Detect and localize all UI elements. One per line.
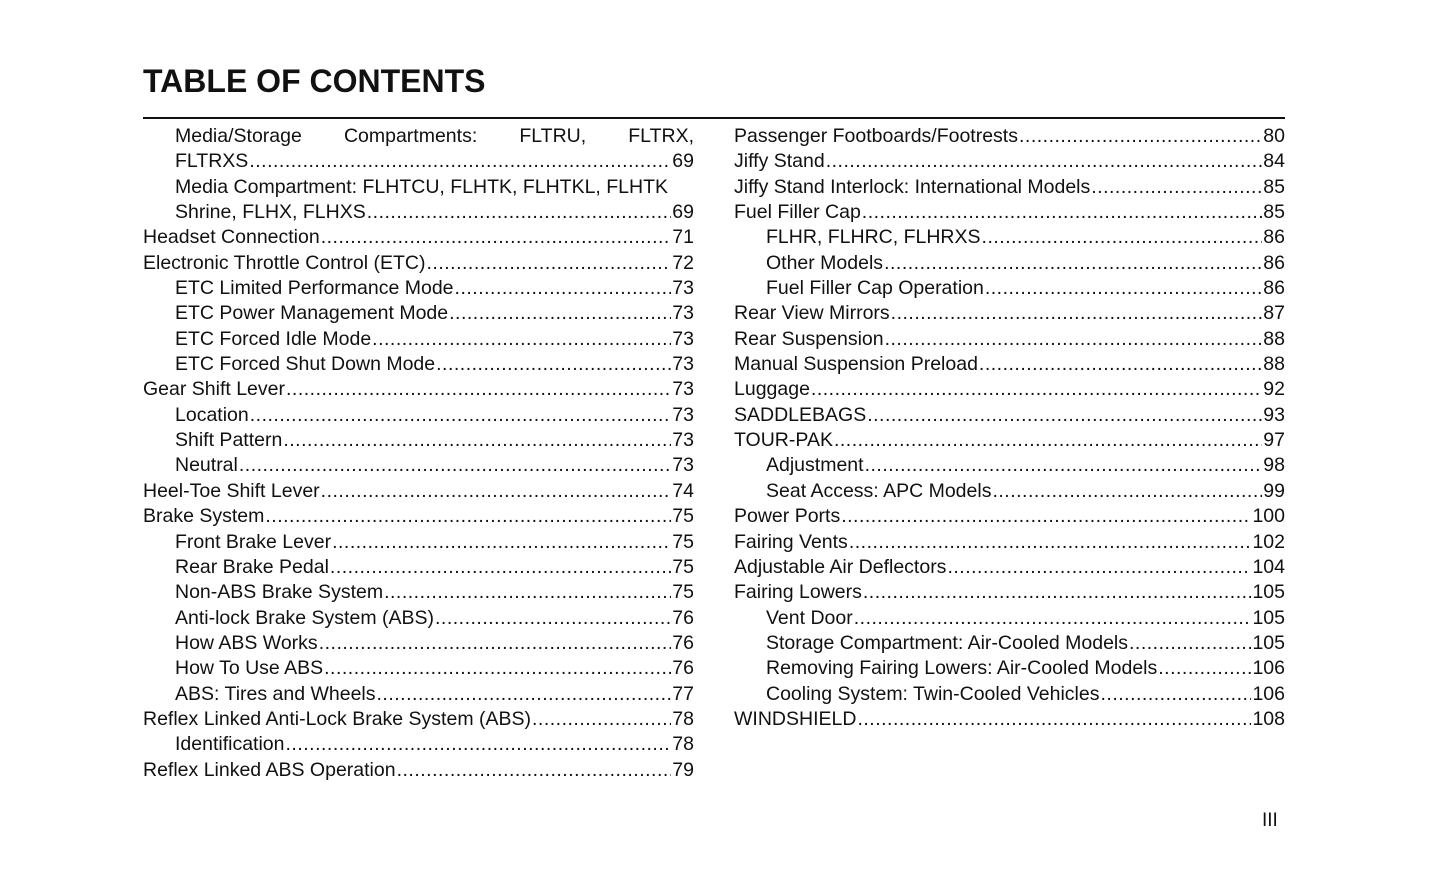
dot-leader — [283, 428, 671, 453]
toc-entry[interactable] — [734, 327, 1285, 352]
toc-entry[interactable] — [734, 555, 1285, 580]
toc-entry-label: TOUR-PAK — [734, 429, 833, 452]
toc-entry[interactable] — [734, 200, 1285, 225]
toc-entry-label: Removing Fairing Lowers: Air-Cooled Models — [766, 657, 1158, 680]
toc-entry-page: 87 — [1263, 302, 1285, 325]
toc-entry[interactable] — [143, 530, 694, 555]
toc-entry[interactable] — [734, 530, 1285, 555]
page-number: III — [1262, 810, 1278, 831]
toc-entry[interactable] — [143, 276, 694, 301]
toc-entry[interactable] — [143, 479, 694, 504]
toc-entry[interactable] — [734, 251, 1285, 276]
toc-entry-label: Power Ports — [734, 505, 841, 528]
toc-entry-label: Passenger Footboards/Footrests — [734, 125, 1018, 147]
toc-entry-label: Fairing Lowers — [734, 581, 862, 604]
toc-entry-page: 108 — [1252, 707, 1285, 730]
toc-entry[interactable] — [734, 580, 1285, 605]
dot-leader — [947, 555, 1251, 580]
dot-leader — [435, 606, 671, 631]
toc-entry-label: Adjustment — [766, 454, 864, 477]
toc-entry-label: ETC Limited Performance Mode — [175, 277, 454, 300]
toc-entry-label: Rear View Mirrors — [734, 302, 890, 325]
toc-entry-label: Brake System — [143, 505, 265, 528]
toc-entry[interactable] — [143, 428, 694, 453]
title-divider — [143, 117, 1285, 119]
toc-entry-label: FLTRXS — [175, 150, 249, 173]
toc-entry-page: 105 — [1252, 606, 1285, 629]
toc-entry-label: Adjustable Air Deflectors — [734, 555, 947, 578]
dot-leader — [321, 225, 672, 250]
toc-entry[interactable] — [143, 580, 694, 605]
toc-entry-page: 73 — [672, 327, 694, 350]
toc-entry-label: ETC Power Management Mode — [175, 302, 449, 325]
toc-entry[interactable] — [143, 758, 694, 783]
toc-entry[interactable] — [734, 504, 1285, 529]
toc-entry-label: Electronic Throttle Control (ETC) — [143, 251, 426, 274]
dot-leader — [857, 707, 1251, 732]
dot-leader — [1158, 656, 1251, 681]
toc-entry-page: 86 — [1263, 277, 1285, 300]
toc-entry-page: 77 — [672, 682, 694, 705]
toc-entry[interactable] — [143, 403, 694, 428]
dot-leader — [324, 656, 671, 681]
toc-entry-page: 98 — [1263, 454, 1285, 477]
toc-entry-page: 106 — [1252, 682, 1285, 705]
dot-leader — [321, 479, 672, 504]
toc-entry[interactable] — [143, 251, 694, 276]
dot-leader — [436, 352, 671, 377]
toc-entry-page: 105 — [1252, 631, 1285, 654]
toc-entry[interactable] — [734, 225, 1285, 250]
toc-entry[interactable] — [734, 175, 1285, 200]
toc-entry[interactable] — [734, 656, 1285, 681]
dot-leader — [384, 580, 671, 605]
toc-entry-label: Jiffy Stand — [734, 150, 825, 173]
toc-entry-page: 79 — [672, 758, 694, 781]
toc-entry-label: Rear Brake Pedal — [175, 555, 329, 578]
toc-entry-page: 80 — [1263, 125, 1285, 147]
toc-entry-page: 78 — [672, 707, 694, 730]
toc-entry-page: 86 — [1263, 226, 1285, 249]
toc-entry-label: Seat Access: APC Models — [766, 479, 992, 502]
toc-entry-label: Headset Connection — [143, 226, 320, 249]
toc-entry-label: Gear Shift Lever — [143, 378, 285, 401]
dot-leader — [377, 682, 672, 707]
toc-entry-label: Fuel Filler Cap Operation — [766, 277, 984, 300]
toc-entry[interactable] — [143, 377, 694, 402]
toc-entry-label: Media/Storage Compartments: FLTRU, FLTRX, — [175, 125, 694, 147]
toc-entry[interactable] — [734, 377, 1285, 402]
dot-leader — [372, 327, 671, 352]
toc-entry-label: Reflex Linked Anti-Lock Brake System (ABS) — [143, 707, 531, 730]
toc-entry-label: Manual Suspension Preload — [734, 353, 978, 376]
toc-entry-page: 99 — [1263, 479, 1285, 502]
toc-entry[interactable] — [143, 149, 694, 174]
toc-entry-label: Other Models — [766, 251, 884, 274]
toc-entry-page: 93 — [1263, 403, 1285, 426]
toc-entry-label: Jiffy Stand Interlock: International Models — [734, 175, 1091, 198]
dot-leader — [1100, 682, 1251, 707]
dot-leader — [397, 758, 672, 783]
toc-entry-page: 76 — [672, 657, 694, 680]
toc-entry-page: 73 — [672, 302, 694, 325]
toc-entry[interactable] — [143, 352, 694, 377]
toc-entry-page: 84 — [1263, 150, 1285, 173]
toc-entry-page: 69 — [672, 150, 694, 173]
toc-entry-page: 102 — [1252, 530, 1285, 553]
dot-leader — [849, 530, 1252, 555]
toc-entry[interactable] — [734, 682, 1285, 707]
dot-leader — [319, 631, 672, 656]
toc-entry[interactable] — [734, 453, 1285, 478]
dot-leader — [532, 707, 671, 732]
toc-entry-label: Media Compartment: FLHTCU, FLHTK, FLHTKL, FLHTK — [175, 175, 669, 198]
toc-entry-label: Front Brake Lever — [175, 530, 332, 553]
toc-entry-label: Anti-lock Brake System (ABS) — [175, 606, 434, 629]
dot-leader — [286, 732, 672, 757]
toc-entry-page: 88 — [1263, 327, 1285, 350]
toc-entry[interactable] — [734, 124, 1285, 149]
toc-entry[interactable] — [734, 301, 1285, 326]
toc-entry-label: FLHR, FLHRC, FLHRXS — [766, 226, 981, 249]
toc-entry-label: Luggage — [734, 378, 810, 401]
toc-entry-page: 73 — [672, 403, 694, 426]
toc-entry[interactable] — [143, 631, 694, 656]
toc-left-column — [143, 124, 694, 783]
toc-entry-page: 104 — [1252, 555, 1285, 578]
dot-leader — [884, 251, 1262, 276]
toc-entry-label: Neutral — [175, 454, 238, 477]
toc-entry[interactable] — [143, 606, 694, 631]
dot-leader — [979, 352, 1262, 377]
toc-entry[interactable] — [734, 149, 1285, 174]
toc-entry[interactable] — [734, 631, 1285, 656]
toc-entry-page: 86 — [1263, 251, 1285, 274]
dot-leader — [891, 301, 1263, 326]
toc-entry[interactable] — [143, 555, 694, 580]
toc-entry-page: 75 — [672, 530, 694, 553]
toc-entry[interactable] — [143, 656, 694, 681]
toc-entry[interactable] — [734, 428, 1285, 453]
dot-leader — [332, 530, 671, 555]
toc-entry-label: Non-ABS Brake System — [175, 581, 384, 604]
dot-leader — [854, 606, 1252, 631]
toc-entry-label: Heel-Toe Shift Lever — [143, 479, 320, 502]
dot-leader — [449, 301, 671, 326]
toc-entry-label: Reflex Linked ABS Operation — [143, 758, 396, 781]
toc-entry-label: Rear Suspension — [734, 327, 884, 350]
dot-leader — [249, 149, 671, 174]
toc-entry-label: ABS: Tires and Wheels — [175, 682, 376, 705]
toc-entry[interactable] — [143, 175, 694, 200]
dot-leader — [1019, 124, 1262, 149]
toc-entry-page: 75 — [672, 505, 694, 528]
toc-right-column — [734, 124, 1285, 732]
toc-entry[interactable] — [734, 479, 1285, 504]
toc-entry-label: Vent Door — [766, 606, 853, 629]
toc-entry-page: 105 — [1252, 581, 1285, 604]
toc-entry-page: 76 — [672, 631, 694, 654]
dot-leader — [992, 479, 1262, 504]
toc-entry-label: Cooling System: Twin-Cooled Vehicles — [766, 682, 1100, 705]
toc-entry-label: How To Use ABS — [175, 657, 324, 680]
dot-leader — [811, 377, 1262, 402]
toc-entry-label: Fairing Vents — [734, 530, 848, 553]
toc-entry-page: 75 — [672, 555, 694, 578]
toc-entry-page: 72 — [672, 251, 694, 274]
toc-entry-label: ETC Forced Shut Down Mode — [175, 353, 436, 376]
toc-entry[interactable] — [734, 276, 1285, 301]
toc-entry-page: 74 — [672, 479, 694, 502]
toc-entry-label: SADDLEBAGS — [734, 403, 867, 426]
toc-entry-page: 73 — [672, 454, 694, 477]
toc-entry-page: 97 — [1263, 429, 1285, 452]
toc-entry[interactable] — [143, 504, 694, 529]
toc-entry[interactable] — [143, 124, 694, 149]
toc-entry[interactable] — [143, 453, 694, 478]
toc-entry-page: 75 — [672, 581, 694, 604]
toc-entry-page: 85 — [1263, 201, 1285, 224]
dot-leader — [455, 276, 672, 301]
toc-entry-page: 88 — [1263, 353, 1285, 376]
toc-entry-label: Fuel Filler Cap — [734, 201, 861, 224]
toc-entry-label: Shift Pattern — [175, 429, 283, 452]
dot-leader — [426, 251, 671, 276]
dot-leader — [862, 200, 1263, 225]
toc-entry-page: 73 — [672, 277, 694, 300]
dot-leader — [1091, 175, 1262, 200]
toc-entry-page: 76 — [672, 606, 694, 629]
toc-entry-label: Identification — [175, 733, 285, 756]
toc-entry-label: Location — [175, 403, 249, 426]
dot-leader — [826, 149, 1263, 174]
dot-leader — [330, 555, 671, 580]
dot-leader — [286, 377, 671, 402]
toc-entry-page: 73 — [672, 429, 694, 452]
toc-entry[interactable] — [734, 707, 1285, 732]
toc-entry-page: 85 — [1263, 175, 1285, 198]
toc-entry[interactable] — [143, 225, 694, 250]
toc-entry-page: 78 — [672, 733, 694, 756]
toc-entry-page: 73 — [672, 353, 694, 376]
dot-leader — [265, 504, 671, 529]
dot-leader — [239, 453, 671, 478]
toc-entry-page: 69 — [672, 201, 694, 224]
dot-leader — [367, 200, 672, 225]
toc-entry-page: 92 — [1263, 378, 1285, 401]
toc-entry-page: 73 — [672, 378, 694, 401]
dot-leader — [834, 428, 1262, 453]
dot-leader — [1129, 631, 1251, 656]
dot-leader — [885, 327, 1263, 352]
dot-leader — [982, 225, 1263, 250]
dot-leader — [841, 504, 1251, 529]
toc-entry[interactable] — [734, 352, 1285, 377]
toc-entry-page: 71 — [672, 226, 694, 249]
page-title: TABLE OF CONTENTS — [143, 63, 486, 99]
toc-entry[interactable] — [734, 403, 1285, 428]
toc-entry[interactable] — [143, 682, 694, 707]
dot-leader — [865, 453, 1263, 478]
toc-entry[interactable] — [143, 200, 694, 225]
toc-entry[interactable] — [143, 732, 694, 757]
toc-entry-label: ETC Forced Idle Mode — [175, 327, 372, 350]
toc-entry[interactable] — [734, 606, 1285, 631]
toc-entry-page: 106 — [1252, 657, 1285, 680]
toc-entry-page: 100 — [1252, 505, 1285, 528]
toc-entry-label: How ABS Works — [175, 631, 318, 654]
dot-leader — [867, 403, 1262, 428]
toc-entry[interactable] — [143, 301, 694, 326]
toc-entry-label: Storage Compartment: Air-Cooled Models — [766, 631, 1128, 654]
dot-leader — [985, 276, 1262, 301]
toc-entry[interactable] — [143, 707, 694, 732]
dot-leader — [863, 580, 1252, 605]
toc-entry-label: WINDSHIELD — [734, 707, 857, 730]
toc-entry[interactable] — [143, 327, 694, 352]
dot-leader — [250, 403, 672, 428]
toc-entry-label: Shrine, FLHX, FLHXS — [175, 201, 366, 224]
